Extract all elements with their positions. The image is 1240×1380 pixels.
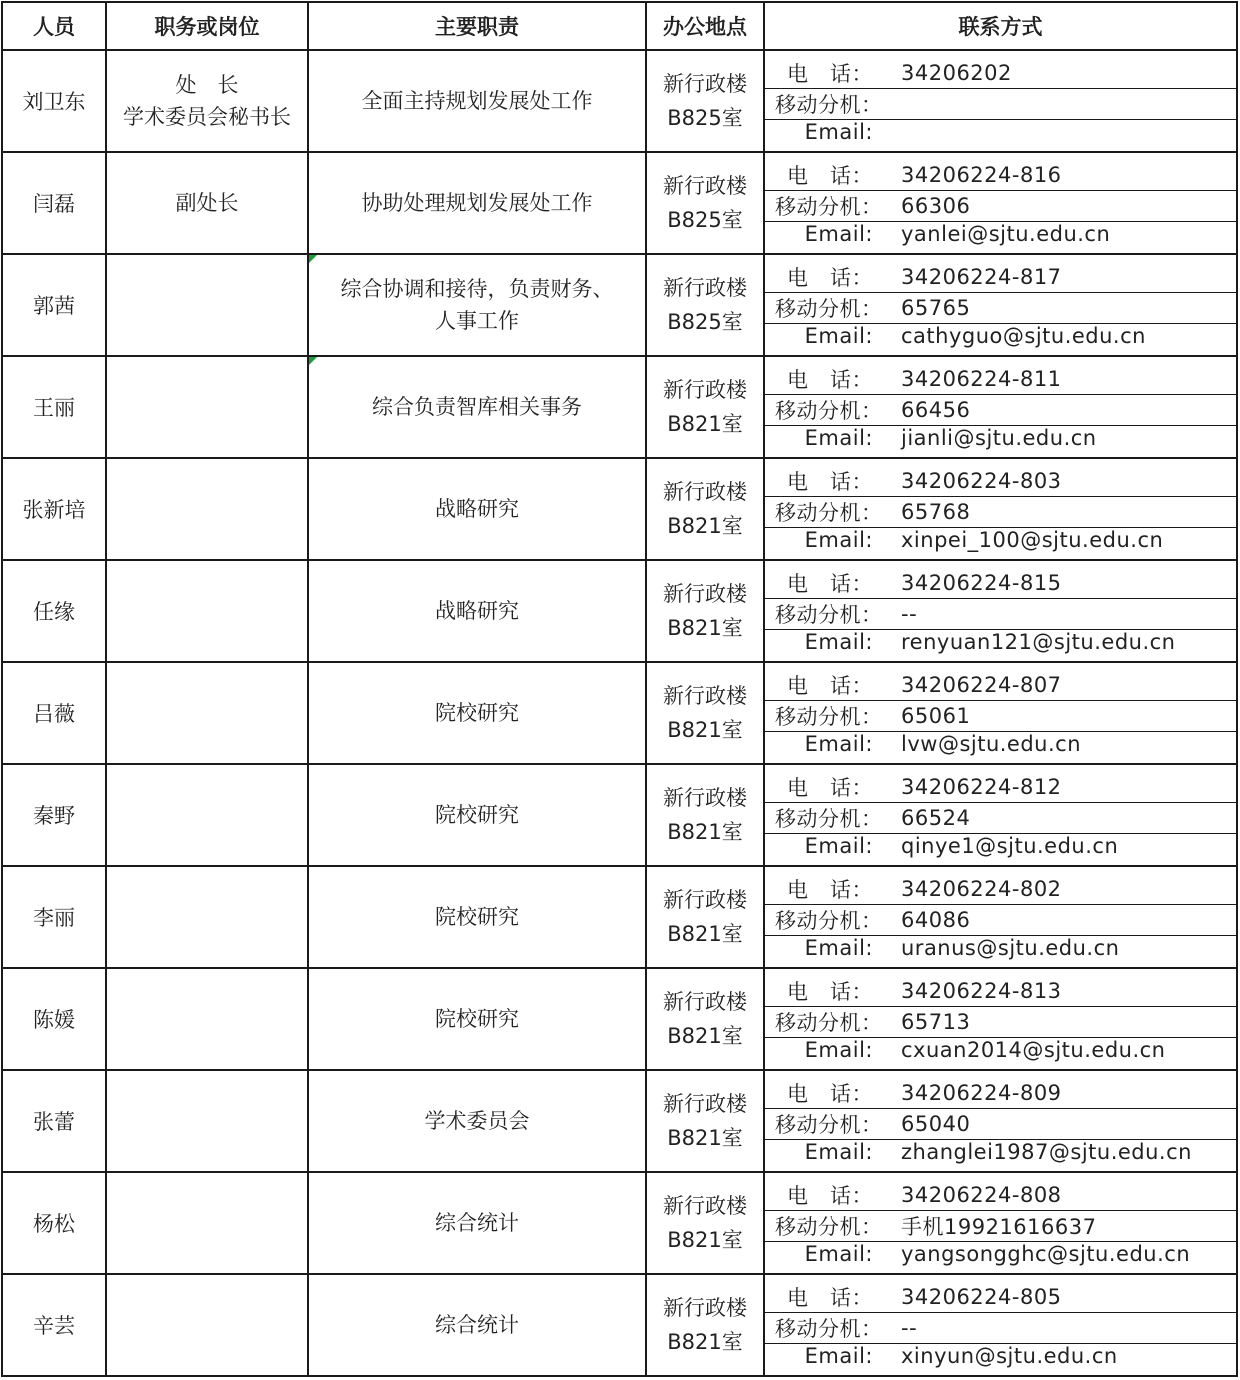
mobile-label: 移动分机： — [775, 501, 883, 525]
position-cell — [106, 152, 308, 254]
header-position: 职务或岗位 — [106, 2, 308, 50]
office-cell — [646, 560, 764, 662]
position-cell — [106, 356, 308, 458]
mobile-line — [765, 497, 1236, 528]
email-link[interactable]: yanlei@sjtu.edu.cn — [901, 222, 1111, 246]
office-room: B821室 — [667, 616, 743, 640]
email-link[interactable]: cathyguo@sjtu.edu.cn — [901, 324, 1146, 348]
office-cell — [646, 662, 764, 764]
phone-label: 电 话： — [787, 1184, 873, 1208]
contact-cell — [764, 1274, 1237, 1376]
email-label: Email: — [804, 1038, 873, 1062]
table-row — [2, 662, 1237, 764]
phone-line — [765, 262, 1236, 293]
office-room: B825室 — [667, 310, 743, 334]
phone-value: 34206224-803 — [901, 469, 1062, 493]
position-line-2: 学术委员会秘书长 — [123, 105, 291, 129]
mobile-label: 移动分机： — [775, 1113, 883, 1137]
phone-line — [765, 466, 1236, 497]
mobile-line — [765, 905, 1236, 936]
email-link[interactable]: zhanglei1987@sjtu.edu.cn — [901, 1140, 1192, 1164]
phone-value: 34206224-812 — [901, 775, 1062, 799]
office-building: 新行政楼 — [663, 174, 747, 198]
email-label: Email: — [804, 630, 873, 654]
email-line — [765, 120, 1236, 144]
duties-line-1: 院校研究 — [435, 701, 519, 725]
email-label: Email: — [804, 528, 873, 552]
mobile-label: 移动分机： — [775, 1317, 883, 1341]
position-line-1: 处 长 — [175, 73, 239, 97]
office-cell — [646, 968, 764, 1070]
duties-cell — [308, 968, 646, 1070]
email-line — [765, 1140, 1236, 1164]
email-link[interactable]: lvw@sjtu.edu.cn — [901, 732, 1082, 756]
person-name: 张蕾 — [2, 1070, 106, 1172]
mobile-label: 移动分机： — [775, 705, 883, 729]
duties-line-1: 综合统计 — [435, 1313, 519, 1337]
email-label: Email: — [804, 1344, 873, 1368]
mobile-line — [765, 1211, 1236, 1242]
table-body — [2, 50, 1237, 1376]
position-cell — [106, 458, 308, 560]
position-cell — [106, 866, 308, 968]
office-cell — [646, 1070, 764, 1172]
mobile-value: 66456 — [901, 398, 971, 422]
phone-line — [765, 58, 1236, 89]
mobile-label: 移动分机： — [775, 1011, 883, 1035]
office-building: 新行政楼 — [663, 582, 747, 606]
email-line — [765, 936, 1236, 960]
phone-line — [765, 1078, 1236, 1109]
office-cell — [646, 50, 764, 152]
office-cell — [646, 254, 764, 356]
mobile-label: 移动分机： — [775, 603, 883, 627]
office-room: B825室 — [667, 106, 743, 130]
mobile-value: -- — [901, 1316, 918, 1340]
mobile-label: 移动分机： — [775, 93, 883, 117]
email-label: Email: — [804, 120, 873, 144]
email-line — [765, 426, 1236, 450]
duties-line-1: 院校研究 — [435, 803, 519, 827]
phone-value: 34206224-802 — [901, 877, 1062, 901]
phone-value: 34206224-805 — [901, 1285, 1062, 1309]
duties-line-1: 学术委员会 — [424, 1109, 530, 1133]
office-building: 新行政楼 — [663, 1092, 747, 1116]
position-cell — [106, 1172, 308, 1274]
phone-label: 电 话： — [787, 164, 873, 188]
duties-cell — [308, 1172, 646, 1274]
phone-value: 34206224-815 — [901, 571, 1062, 595]
comment-marker-icon — [309, 255, 317, 263]
phone-label: 电 话： — [787, 572, 873, 596]
office-room: B821室 — [667, 1228, 743, 1252]
position-cell — [106, 50, 308, 152]
email-label: Email: — [804, 222, 873, 246]
contact-cell — [764, 254, 1237, 356]
office-building: 新行政楼 — [663, 786, 747, 810]
person-name: 辛芸 — [2, 1274, 106, 1376]
mobile-label: 移动分机： — [775, 1215, 883, 1239]
email-link[interactable]: qinye1@sjtu.edu.cn — [901, 834, 1119, 858]
person-name: 吕薇 — [2, 662, 106, 764]
table-row — [2, 1172, 1237, 1274]
email-label: Email: — [804, 426, 873, 450]
contact-cell — [764, 1172, 1237, 1274]
phone-label: 电 话： — [787, 470, 873, 494]
contact-cell — [764, 50, 1237, 152]
office-room: B821室 — [667, 820, 743, 844]
office-room: B821室 — [667, 412, 743, 436]
mobile-value: 66306 — [901, 194, 971, 218]
email-line — [765, 1344, 1236, 1368]
duties-line-1: 综合协调和接待，负责财务、 — [340, 277, 614, 301]
mobile-value: 66524 — [901, 806, 971, 830]
office-room: B821室 — [667, 514, 743, 538]
position-cell — [106, 254, 308, 356]
duties-cell — [308, 662, 646, 764]
table-row — [2, 152, 1237, 254]
duties-cell — [308, 254, 646, 356]
position-line-1: 副处长 — [175, 191, 239, 215]
duties-line-1: 战略研究 — [435, 599, 519, 623]
email-link[interactable]: cxuan2014@sjtu.edu.cn — [901, 1038, 1166, 1062]
header-contact: 联系方式 — [764, 2, 1237, 50]
phone-value: 34206224-808 — [901, 1183, 1062, 1207]
position-cell — [106, 1274, 308, 1376]
phone-value: 34206224-816 — [901, 163, 1062, 187]
duties-line-1: 协助处理规划发展处工作 — [361, 191, 593, 215]
phone-value: 34206224-817 — [901, 265, 1062, 289]
duties-line-1: 院校研究 — [435, 1007, 519, 1031]
office-cell — [646, 1274, 764, 1376]
mobile-line — [765, 395, 1236, 426]
email-link[interactable]: yangsongghc@sjtu.edu.cn — [901, 1242, 1191, 1266]
phone-line — [765, 364, 1236, 395]
office-building: 新行政楼 — [663, 684, 747, 708]
office-cell — [646, 866, 764, 968]
person-name: 陈媛 — [2, 968, 106, 1070]
mobile-label: 移动分机： — [775, 807, 883, 831]
office-building: 新行政楼 — [663, 480, 747, 504]
table-row — [2, 764, 1237, 866]
duties-line-1: 战略研究 — [435, 497, 519, 521]
table-row — [2, 50, 1237, 152]
mobile-label: 移动分机： — [775, 909, 883, 933]
office-cell — [646, 1172, 764, 1274]
mobile-label: 移动分机： — [775, 399, 883, 423]
phone-label: 电 话： — [787, 266, 873, 290]
office-building: 新行政楼 — [663, 888, 747, 912]
phone-line — [765, 772, 1236, 803]
position-cell — [106, 1070, 308, 1172]
duties-cell — [308, 764, 646, 866]
phone-value: 34206224-807 — [901, 673, 1062, 697]
email-label: Email: — [804, 1242, 873, 1266]
phone-line — [765, 1180, 1236, 1211]
phone-label: 电 话： — [787, 878, 873, 902]
email-line — [765, 732, 1236, 756]
person-name: 李丽 — [2, 866, 106, 968]
email-line — [765, 324, 1236, 348]
mobile-line — [765, 1109, 1236, 1140]
duties-line-1: 院校研究 — [435, 905, 519, 929]
duties-cell — [308, 152, 646, 254]
comment-marker-icon — [309, 357, 317, 365]
duties-cell — [308, 1070, 646, 1172]
office-room: B821室 — [667, 1330, 743, 1354]
email-label: Email: — [804, 834, 873, 858]
contact-cell — [764, 1070, 1237, 1172]
office-cell — [646, 152, 764, 254]
duties-line-1: 综合统计 — [435, 1211, 519, 1235]
duties-cell — [308, 458, 646, 560]
mobile-value: -- — [901, 602, 918, 626]
person-name: 任缘 — [2, 560, 106, 662]
mobile-line — [765, 701, 1236, 732]
email-link[interactable]: jianli@sjtu.edu.cn — [901, 426, 1097, 450]
header-row — [2, 2, 1237, 50]
mobile-value: 65061 — [901, 704, 971, 728]
phone-line — [765, 976, 1236, 1007]
mobile-line — [765, 599, 1236, 630]
duties-line-2: 人事工作 — [435, 309, 519, 333]
header-duties: 主要职责 — [308, 2, 646, 50]
table-row — [2, 1070, 1237, 1172]
email-line — [765, 222, 1236, 246]
table-row — [2, 866, 1237, 968]
office-room: B821室 — [667, 1126, 743, 1150]
contact-cell — [764, 662, 1237, 764]
phone-label: 电 话： — [787, 1286, 873, 1310]
mobile-line — [765, 191, 1236, 222]
office-cell — [646, 356, 764, 458]
contact-cell — [764, 764, 1237, 866]
office-room: B821室 — [667, 1024, 743, 1048]
duties-cell — [308, 1274, 646, 1376]
phone-label: 电 话： — [787, 776, 873, 800]
phone-value: 34206202 — [901, 61, 1012, 85]
mobile-line — [765, 803, 1236, 834]
office-building: 新行政楼 — [663, 990, 747, 1014]
mobile-value: 手机19921616637 — [901, 1215, 1097, 1239]
office-building: 新行政楼 — [663, 72, 747, 96]
email-line — [765, 528, 1236, 552]
person-name: 张新培 — [2, 458, 106, 560]
position-cell — [106, 662, 308, 764]
contact-cell — [764, 560, 1237, 662]
office-building: 新行政楼 — [663, 1296, 747, 1320]
person-name: 杨松 — [2, 1172, 106, 1274]
mobile-line — [765, 89, 1236, 120]
email-link[interactable]: xinyun@sjtu.edu.cn — [901, 1344, 1118, 1368]
duties-cell — [308, 866, 646, 968]
phone-value: 34206224-809 — [901, 1081, 1062, 1105]
table-row — [2, 560, 1237, 662]
person-name: 王丽 — [2, 356, 106, 458]
phone-line — [765, 160, 1236, 191]
duties-line-1: 综合负责智库相关事务 — [372, 395, 582, 419]
contact-cell — [764, 968, 1237, 1070]
person-name: 闫磊 — [2, 152, 106, 254]
phone-label: 电 话： — [787, 62, 873, 86]
office-room: B821室 — [667, 718, 743, 742]
duties-cell — [308, 50, 646, 152]
contact-cell — [764, 152, 1237, 254]
header-office: 办公地点 — [646, 2, 764, 50]
mobile-line — [765, 1007, 1236, 1038]
position-cell — [106, 560, 308, 662]
office-room: B821室 — [667, 922, 743, 946]
table-row — [2, 254, 1237, 356]
mobile-label: 移动分机： — [775, 297, 883, 321]
mobile-label: 移动分机： — [775, 195, 883, 219]
contact-cell — [764, 458, 1237, 560]
mobile-line — [765, 1313, 1236, 1344]
office-building: 新行政楼 — [663, 276, 747, 300]
email-label: Email: — [804, 324, 873, 348]
phone-line — [765, 874, 1236, 905]
phone-label: 电 话： — [787, 368, 873, 392]
contact-cell — [764, 866, 1237, 968]
email-label: Email: — [804, 1140, 873, 1164]
office-cell — [646, 764, 764, 866]
mobile-value: 65040 — [901, 1112, 971, 1136]
duties-cell — [308, 560, 646, 662]
email-link[interactable]: renyuan121@sjtu.edu.cn — [901, 630, 1176, 654]
duties-line-1: 全面主持规划发展处工作 — [361, 89, 593, 113]
phone-line — [765, 1282, 1236, 1313]
office-building: 新行政楼 — [663, 1194, 747, 1218]
phone-label: 电 话： — [787, 1082, 873, 1106]
email-line — [765, 1242, 1236, 1266]
mobile-line — [765, 293, 1236, 324]
email-line — [765, 834, 1236, 858]
table-row — [2, 1274, 1237, 1376]
table-row — [2, 356, 1237, 458]
phone-value: 34206224-811 — [901, 367, 1062, 391]
office-room: B825室 — [667, 208, 743, 232]
staff-contact-table — [1, 1, 1238, 1377]
header-person: 人员 — [2, 2, 106, 50]
email-link[interactable]: uranus@sjtu.edu.cn — [901, 936, 1120, 960]
duties-cell — [308, 356, 646, 458]
phone-line — [765, 670, 1236, 701]
mobile-value: 64086 — [901, 908, 971, 932]
phone-line — [765, 568, 1236, 599]
mobile-value: 65765 — [901, 296, 971, 320]
email-label: Email: — [804, 732, 873, 756]
person-name: 刘卫东 — [2, 50, 106, 152]
email-line — [765, 1038, 1236, 1062]
phone-label: 电 话： — [787, 980, 873, 1004]
phone-value: 34206224-813 — [901, 979, 1062, 1003]
phone-label: 电 话： — [787, 674, 873, 698]
email-line — [765, 630, 1236, 654]
person-name: 秦野 — [2, 764, 106, 866]
mobile-value: 65768 — [901, 500, 971, 524]
person-name: 郭茜 — [2, 254, 106, 356]
position-cell — [106, 968, 308, 1070]
table-row — [2, 458, 1237, 560]
position-cell — [106, 764, 308, 866]
office-cell — [646, 458, 764, 560]
table-row — [2, 968, 1237, 1070]
mobile-value: 65713 — [901, 1010, 971, 1034]
contact-cell — [764, 356, 1237, 458]
email-link[interactable]: xinpei_100@sjtu.edu.cn — [901, 528, 1164, 552]
email-label: Email: — [804, 936, 873, 960]
office-building: 新行政楼 — [663, 378, 747, 402]
